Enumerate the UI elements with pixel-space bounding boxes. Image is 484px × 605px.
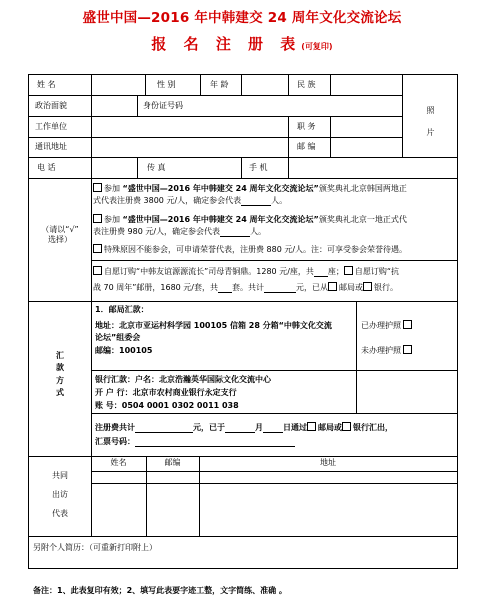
post-remit-address-2: 论坛”组委会: [95, 333, 141, 342]
rule: [91, 260, 457, 261]
label-ethnicity: 民 族: [297, 80, 316, 89]
options-side-label: （请以“√” 选择）: [41, 225, 79, 245]
label-political: 政治面貌: [35, 101, 67, 110]
option-1-checkbox[interactable]: [93, 183, 102, 192]
purchase-ding-text: 自愿订购“中韩友谊源源流长”司母青铜鼎。1280 元/座，共: [104, 267, 314, 276]
option-2-checkbox[interactable]: [93, 214, 102, 223]
companions-col-address: 地址: [320, 458, 336, 467]
passport-yes-checkbox[interactable]: [403, 320, 412, 329]
album-count-blank[interactable]: [218, 284, 232, 293]
remit-via-label: 日通过: [283, 423, 307, 432]
passport-no-checkbox[interactable]: [403, 345, 412, 354]
purchase-album-text: 自愿订购“抗: [354, 267, 400, 276]
purchase-post-label: 邮局或: [339, 283, 364, 292]
remit-date-label: 元，已于: [193, 423, 225, 432]
remit-day-blank[interactable]: [263, 424, 283, 433]
remittance-side-label: 汇 款 方 式: [56, 351, 64, 398]
bronze-ding-checkbox[interactable]: [93, 266, 102, 275]
registration-form: [28, 74, 458, 569]
rule: [288, 116, 289, 158]
label-employer: 工作单位: [35, 122, 67, 131]
post-remit-address: 地址：北京市亚运村科学园 100105 信箱 28 分箱“中韩文化交流: [95, 321, 332, 330]
bank-remit-account: 账 号：0504 0001 0302 0011 038: [95, 401, 239, 410]
option-1-fee: 式代表注册费 3800 元/人，确定参会代表: [93, 196, 242, 205]
footer-note: 备注：1、此表复印有效；2、填写此表要字迹工整，文字简练、准确 。: [33, 586, 287, 595]
rule: [29, 301, 457, 302]
rule: [29, 95, 402, 96]
rule: [137, 95, 138, 117]
label-address: 通讯地址: [35, 142, 67, 151]
receipt-number-label: 汇票号码：: [95, 437, 135, 446]
label-age: 年 龄: [210, 80, 229, 89]
option-2-fee: 表注册费 980 元/人，确定参会代表: [93, 227, 221, 236]
rule: [91, 413, 457, 414]
rule: [137, 157, 138, 179]
option-1: [93, 183, 407, 194]
purchase-total-blank[interactable]: [264, 284, 296, 293]
option-2-count-blank[interactable]: [220, 228, 250, 237]
copy-note: (可复印): [301, 42, 333, 51]
purchase-ding-unit: 座；: [327, 267, 344, 276]
purchase-line1: [93, 266, 399, 277]
companions-col-postcode: 邮编: [164, 458, 181, 467]
receipt-number-blank[interactable]: [135, 438, 295, 447]
rule: [29, 536, 457, 537]
form-title: 盛世中国—2016 年中韩建交 24 周年文化交流论坛: [82, 10, 402, 26]
rule: [29, 116, 402, 117]
option-1-text-a: 参加: [104, 184, 123, 193]
option-3-text: 特殊原因不能参会，可申请荣誉代表，注册费 880 元/人。注：可享受参会荣誉待遇。: [104, 245, 408, 254]
option-1-line2: [93, 196, 287, 206]
label-mobile: 手 机: [249, 163, 268, 172]
purchase-post-checkbox[interactable]: [328, 282, 337, 291]
label-fax: 传 真: [147, 163, 166, 172]
purchase-line2: [93, 282, 398, 293]
remit-month-label: 月: [255, 423, 263, 432]
purchase-bank-checkbox[interactable]: [363, 282, 372, 291]
resume-note: 另附个人简历：（可重新打印附上）: [33, 543, 157, 552]
purchase-total-label: 套。共计: [232, 283, 265, 292]
remit-post-checkbox[interactable]: [307, 422, 316, 431]
label-id-number: 身份证号码: [143, 101, 183, 110]
option-3-checkbox[interactable]: [93, 244, 102, 253]
bank-remit-branch: 开 户 行：北京市农村商业银行永定支行: [95, 388, 237, 397]
remit-month-blank[interactable]: [225, 424, 255, 433]
purchase-bank-label: 银行。: [374, 283, 399, 292]
rule: [288, 75, 289, 96]
passport-no: [361, 345, 414, 356]
bank-remit-name: 银行汇款：户名：北京浩瀚英华国际文化交流中心: [95, 375, 271, 384]
remit-total-line: [95, 422, 393, 433]
post-remit-title: 1．邮局汇款：: [95, 305, 149, 314]
rule: [200, 75, 201, 96]
passport-yes: [361, 320, 414, 331]
label-name: 姓 名: [37, 80, 56, 89]
rule: [288, 157, 289, 179]
receipt-number-line: [95, 437, 295, 447]
passport-no-label: 未办理护照: [361, 346, 401, 355]
post-remit-zip: 邮编：100105: [95, 346, 153, 355]
label-phone: 电 话: [37, 163, 56, 172]
rule: [29, 178, 457, 179]
option-3: [93, 244, 407, 255]
remit-bank-checkbox[interactable]: [342, 422, 351, 431]
option-2-line2: [93, 227, 266, 237]
remit-bank-label: 银行汇出，: [353, 423, 393, 432]
rule: [330, 75, 331, 96]
option-1-end: 人。: [271, 196, 288, 205]
companions-col-name: 姓名: [110, 458, 127, 467]
option-2: [93, 214, 407, 225]
option-2-end: 人。: [250, 227, 267, 236]
label-gender: 性 别: [157, 80, 176, 89]
companions-side-label: 共同 出访 代表: [52, 471, 68, 519]
purchase-album-price: 战 70 周年”邮册，1680 元/套，共: [93, 283, 219, 292]
passport-yes-label: 已办理护照: [361, 321, 401, 330]
rule: [91, 370, 457, 371]
form-subtitle: [0, 33, 484, 54]
option-2-forum-name: “盛世中国—2016 年中韩建交 24 周年文化交流论坛”: [122, 215, 319, 224]
rule: [241, 75, 242, 96]
rule: [29, 157, 457, 158]
rule: [241, 157, 242, 179]
option-1-text-c: 颁奖典礼北京韩国两地正: [318, 184, 407, 193]
label-photo: 照 片: [426, 106, 435, 138]
rule: [145, 75, 146, 96]
remit-total-blank[interactable]: [135, 424, 193, 433]
purchase-paid-via: 元，已从: [296, 283, 329, 292]
label-postcode: 邮 编: [297, 142, 316, 151]
remit-post-label: 邮局或: [318, 423, 342, 432]
option-1-count-blank[interactable]: [241, 197, 271, 206]
ding-count-blank[interactable]: [314, 268, 328, 277]
form-subtitle-text: 报 名 注 册 表: [151, 35, 302, 53]
rule: [402, 75, 403, 158]
rule: [29, 137, 402, 138]
option-2-text-c: 颁奖典礼北京一地正式代: [318, 215, 407, 224]
rule: [330, 116, 331, 158]
rule: [29, 456, 457, 457]
rule: [356, 301, 357, 414]
label-position: 职 务: [297, 122, 316, 131]
option-2-text-a: 参加: [104, 215, 123, 224]
option-1-forum-name: “盛世中国—2016 年中韩建交 24 周年文化交流论坛”: [122, 184, 319, 193]
stamp-album-checkbox[interactable]: [344, 266, 353, 275]
remit-total-label: 注册费共计: [95, 423, 135, 432]
